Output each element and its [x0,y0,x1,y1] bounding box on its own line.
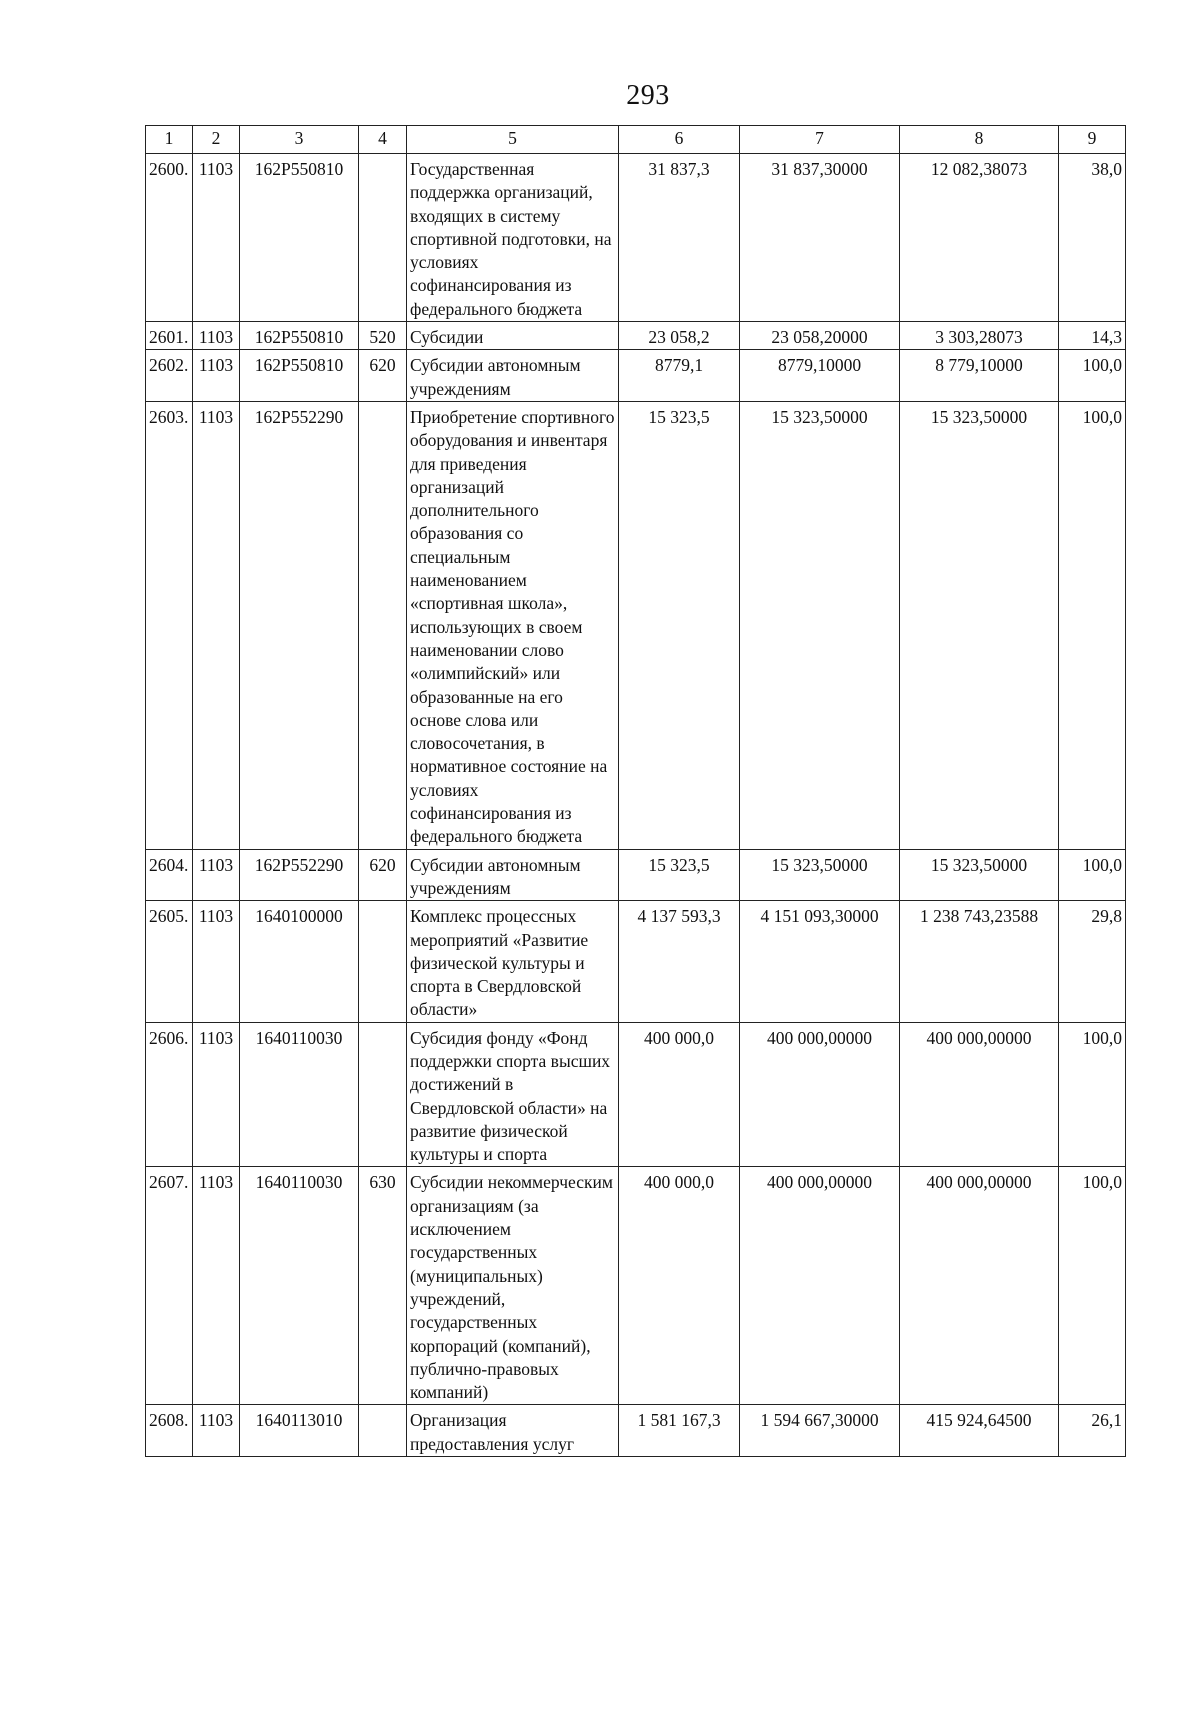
execution-percent: 100,0 [1059,350,1126,402]
section-code: 1103 [193,1022,240,1167]
target-article-code: 1640110030 [240,1022,359,1167]
executed-amount: 400 000,00000 [900,1022,1059,1167]
refined-amount: 15 323,50000 [740,401,900,849]
table-row [146,1405,1126,1457]
section-code: 1103 [193,322,240,350]
expense-type-code: 620 [359,849,407,901]
item-name: Комплекс процессных мероприятий «Развитие физической культуры и спорта в Свердловской области» [407,901,619,1022]
item-name: Организация предоставления услуг [407,1405,619,1457]
refined-amount: 23 058,20000 [740,322,900,350]
row-number: 2607. [146,1167,193,1405]
item-name: Субсидия фонду «Фонд поддержки спорта высших достижений в Свердловской области» на развитие физической культуры и спорта [407,1022,619,1167]
target-article-code: 162Р552290 [240,849,359,901]
planned-amount: 31 837,3 [619,154,740,322]
header-cell-8: 8 [900,126,1059,154]
item-name: Субсидии некоммерческим организациям (за исключением государственных (муниципальных) учреждений, государственных корпораций (компаний), публично-правовых компаний) [407,1167,619,1405]
execution-percent: 100,0 [1059,1167,1126,1405]
table-row [146,401,1126,849]
target-article-code: 162Р550810 [240,350,359,402]
table-row [146,849,1126,901]
planned-amount: 8779,1 [619,350,740,402]
target-article-code: 162Р552290 [240,401,359,849]
header-cell-5: 5 [407,126,619,154]
planned-amount: 15 323,5 [619,849,740,901]
section-code: 1103 [193,1405,240,1457]
row-number: 2606. [146,1022,193,1167]
refined-amount: 8779,10000 [740,350,900,402]
row-number: 2608. [146,1405,193,1457]
row-number: 2600. [146,154,193,322]
refined-amount: 15 323,50000 [740,849,900,901]
expense-type-code [359,401,407,849]
item-name: Субсидии автономным учреждениям [407,350,619,402]
row-number: 2602. [146,350,193,402]
refined-amount: 400 000,00000 [740,1167,900,1405]
table-row [146,154,1126,322]
executed-amount: 400 000,00000 [900,1167,1059,1405]
executed-amount: 8 779,10000 [900,350,1059,402]
header-cell-7: 7 [740,126,900,154]
section-code: 1103 [193,350,240,402]
planned-amount: 400 000,0 [619,1167,740,1405]
budget-table [145,125,1126,1457]
expense-type-code: 620 [359,350,407,402]
execution-percent: 38,0 [1059,154,1126,322]
row-number: 2603. [146,401,193,849]
refined-amount: 4 151 093,30000 [740,901,900,1022]
row-number: 2604. [146,849,193,901]
target-article-code: 162Р550810 [240,322,359,350]
table-row [146,1167,1126,1405]
section-code: 1103 [193,401,240,849]
expense-type-code [359,901,407,1022]
table-row [146,322,1126,350]
item-name: Государственная поддержка организаций, входящих в систему спортивной подготовки, на условиях софинансирования из федерального бюджета [407,154,619,322]
execution-percent: 26,1 [1059,1405,1126,1457]
refined-amount: 400 000,00000 [740,1022,900,1167]
table-row [146,350,1126,402]
refined-amount: 31 837,30000 [740,154,900,322]
item-name: Субсидии [407,322,619,350]
target-article-code: 162Р550810 [240,154,359,322]
execution-percent: 100,0 [1059,401,1126,849]
planned-amount: 4 137 593,3 [619,901,740,1022]
expense-type-code: 520 [359,322,407,350]
table-row [146,901,1126,1022]
header-cell-4: 4 [359,126,407,154]
header-cell-2: 2 [193,126,240,154]
executed-amount: 415 924,64500 [900,1405,1059,1457]
header-cell-1: 1 [146,126,193,154]
expense-type-code: 630 [359,1167,407,1405]
row-number: 2605. [146,901,193,1022]
planned-amount: 1 581 167,3 [619,1405,740,1457]
planned-amount: 23 058,2 [619,322,740,350]
row-number: 2601. [146,322,193,350]
header-cell-3: 3 [240,126,359,154]
target-article-code: 1640100000 [240,901,359,1022]
header-cell-9: 9 [1059,126,1126,154]
item-name: Приобретение спортивного оборудования и инвентаря для приведения организаций дополнительного образования со специальным наименованием «спортивная школа», использующих в своем наименовании слово «олимпийский» или образованные на его основе слова или словосочетания, в нормативное состояние на условиях софинансирования из федерального бюджета [407,401,619,849]
header-cell-6: 6 [619,126,740,154]
target-article-code: 1640113010 [240,1405,359,1457]
execution-percent: 100,0 [1059,849,1126,901]
section-code: 1103 [193,1167,240,1405]
executed-amount: 1 238 743,23588 [900,901,1059,1022]
item-name: Субсидии автономным учреждениям [407,849,619,901]
expense-type-code [359,1022,407,1167]
executed-amount: 15 323,50000 [900,401,1059,849]
execution-percent: 29,8 [1059,901,1126,1022]
section-code: 1103 [193,849,240,901]
page-number: 293 [626,80,670,111]
target-article-code: 1640110030 [240,1167,359,1405]
expense-type-code [359,1405,407,1457]
refined-amount: 1 594 667,30000 [740,1405,900,1457]
table-row [146,1022,1126,1167]
executed-amount: 12 082,38073 [900,154,1059,322]
executed-amount: 3 303,28073 [900,322,1059,350]
expense-type-code [359,154,407,322]
planned-amount: 400 000,0 [619,1022,740,1167]
section-code: 1103 [193,901,240,1022]
section-code: 1103 [193,154,240,322]
execution-percent: 14,3 [1059,322,1126,350]
execution-percent: 100,0 [1059,1022,1126,1167]
executed-amount: 15 323,50000 [900,849,1059,901]
planned-amount: 15 323,5 [619,401,740,849]
header-row [146,126,1126,154]
